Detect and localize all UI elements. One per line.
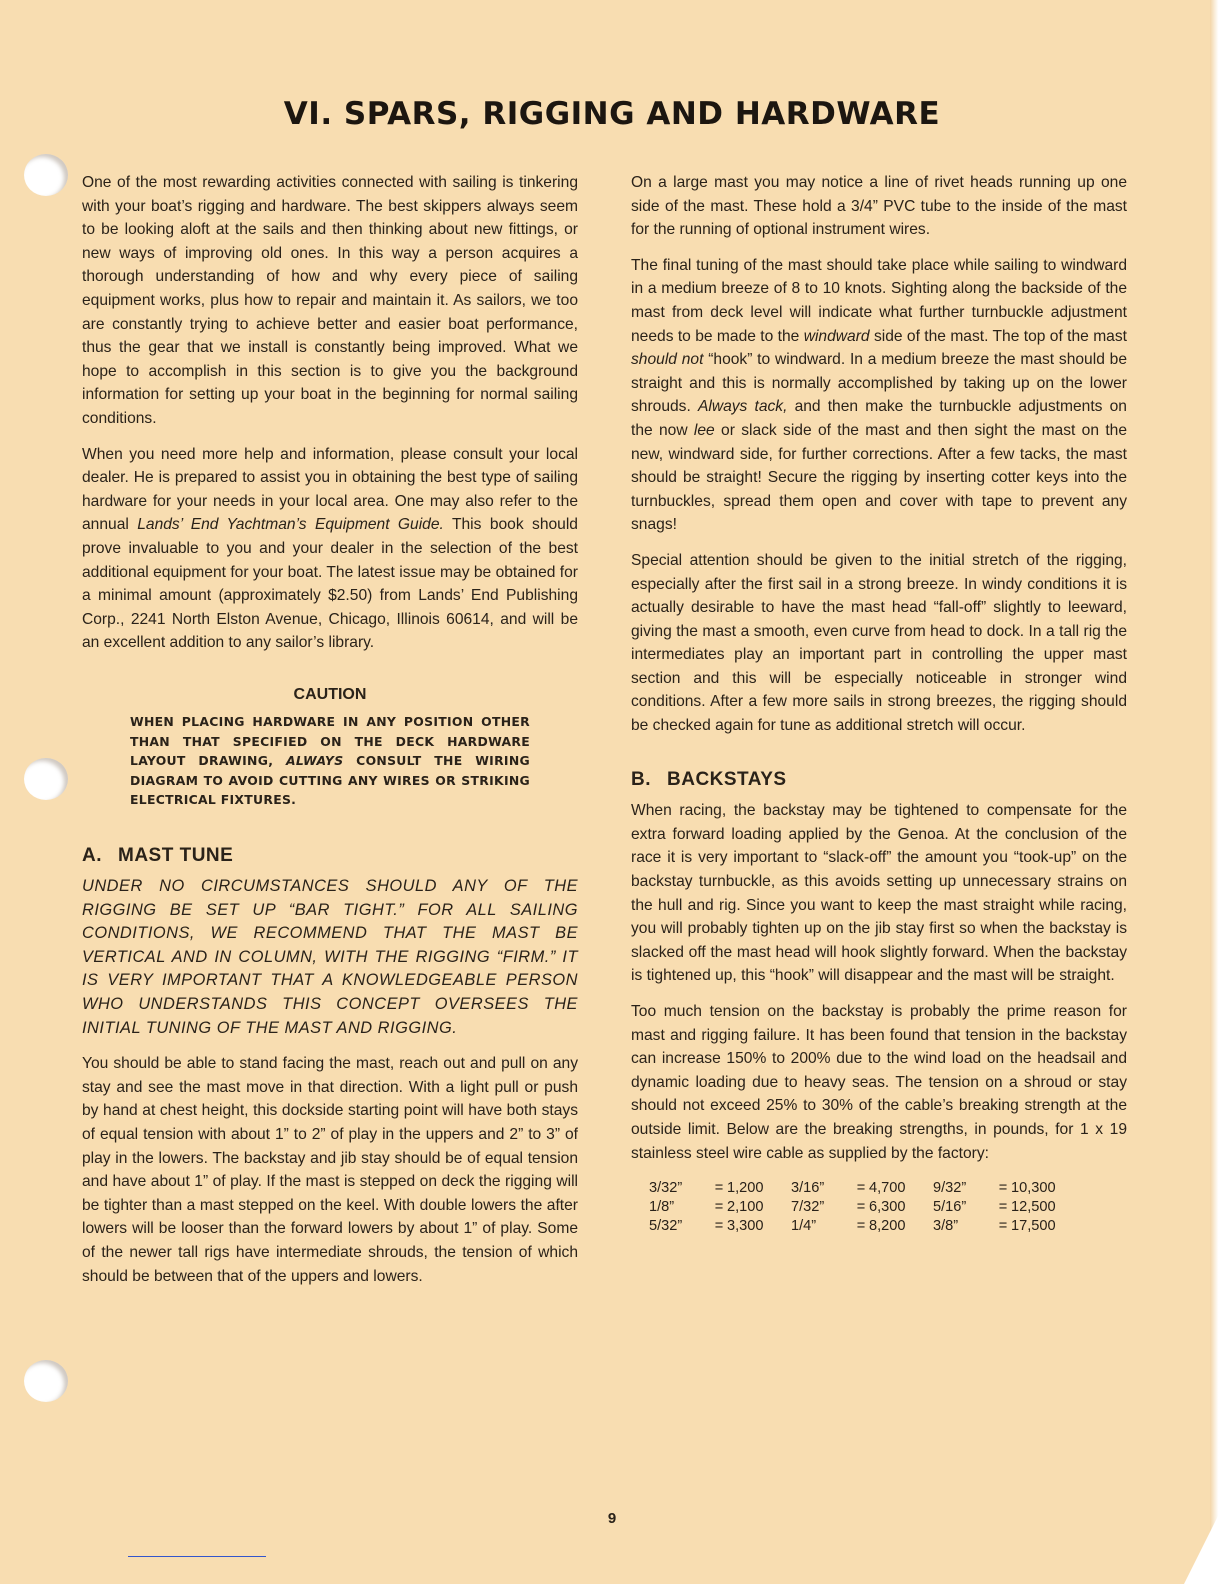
breaking-strength: 12,500 — [1011, 1199, 1056, 1216]
equals-sign: = — [714, 1199, 724, 1216]
strength-row — [649, 1179, 1075, 1198]
breaking-strength: 10,300 — [1011, 1180, 1056, 1197]
stretch-paragraph: Special attention should be given to the initial stretch of the rigging, especially after the first sail in a strong breeze. In windy conditions it is actually desirable to have the mast head “fall-off” slightly to leeward, giving the mast a smooth, even curve from head to dock. In a tall rig the intermediates play an important part in controlling the upper mast section and this will be especially noticeable in stronger wind conditions. After a few more sails in strong breezes, the rigging should be checked again for tune as additional stretch will occur. — [631, 551, 1127, 735]
breaking-strength: 6,300 — [869, 1199, 906, 1216]
strength-row — [649, 1217, 1075, 1236]
dealer-paragraph: When you need more help and information, please consult your local dealer. He is prepared to assist you in obtaining the best type of sailing hardware for your needs in your local area. One may also refer to the annual Lands’ End Yachtman’s Equipment Guide. This book should prove invaluable to you and your dealer in the selection of the best additional equipment for your boat. The latest issue may be obtained for a minimal amount (approximately $2.50) from Lands’ End Publishing Corp., 2241 North Elston Avenue, Chicago, Illinois 60614, and will be an excellent addition to any sailor’s library. — [82, 445, 578, 652]
equals-sign: = — [998, 1218, 1008, 1235]
intro-paragraph: One of the most rewarding activities connected with sailing is tinkering with your boat’s rigging and hardware. The best skippers always seem to be looking aloft at the sails and then thinking about new fittings, or new ways of improving old ones. In this way a person acquires a thorough understanding of how and why every piece of sailing equipment works, plus how to repair and maintain it. As sailors, we too are constantly trying to achieve better and easier boat performance, thus the gear that we install is constantly being improved. What we hope to accomplish in this section is to give you the background information for setting up your boat in the beginning for normal sailing conditions. — [82, 174, 578, 427]
cable-size: 5/16” — [933, 1199, 967, 1216]
footer-rule — [128, 1556, 266, 1557]
right-column — [631, 171, 1127, 1236]
section-b-heading: B. BACKSTAYS — [631, 768, 787, 790]
left-column — [82, 171, 578, 1300]
caution-heading: CAUTION — [293, 685, 367, 703]
cable-size: 9/32” — [933, 1180, 967, 1197]
breaking-strength: 2,100 — [727, 1199, 764, 1216]
equals-sign: = — [998, 1199, 1008, 1216]
rivet-paragraph: On a large mast you may notice a line of rivet heads running up one side of the mast. These hold a 3/4” PVC tube to the inside of the mast for the running of optional instrument wires. — [631, 174, 1127, 239]
strength-row — [649, 1198, 1075, 1217]
page-edge — [1210, 0, 1224, 1584]
binder-hole-middle — [24, 758, 68, 800]
guide-title: Lands’ End Yachtman’s Equipment Guide. — [137, 516, 444, 534]
racing-paragraph: When racing, the backstay may be tightened to compensate for the extra forward loading applied by the Genoa. At the conclusion of the race it is very important to “slack-off” the amount you “took-up” on the backstay turnbuckle, as this avoids setting up unnecessary strains on the hull and rig. Since you want to keep the mast straight while racing, you will probably tighten up on the jib stay first so when the backstay is slacked off the mast head will hook slightly forward. When the backstay is tightened up, this “hook” will disappear and the mast will be straight. — [631, 802, 1127, 985]
cable-size: 3/16” — [791, 1180, 825, 1197]
section-a-heading: A. MAST TUNE — [82, 844, 234, 866]
cable-size: 7/32” — [791, 1199, 825, 1216]
breaking-strength: 4,700 — [869, 1180, 906, 1197]
equals-sign: = — [714, 1180, 724, 1197]
final-tuning-paragraph: The final tuning of the mast should take place while sailing to windward in a medium breeze of 8 to 10 knots. Sighting along the backside of the mast from deck level will indicate what further turnbuckle adjustment needs to be made to the windward side of the mast. The top of the mast should not “hook” to windward. In a medium breeze the mast should be straight and this is normally accomplished by taking up on the lower shrouds. Always tack, and then make the turnbuckle adjustments on the now lee or slack side of the mast and then sight the mast on the new, windward side, for further corrections. After a few tacks, the mast should be straight! Secure the rigging by inserting cotter keys into the turnbuckles, spread them open and cover with tape to prevent any snags! — [631, 256, 1127, 534]
page-title: VI. SPARS, RIGGING AND HARDWARE — [283, 96, 941, 132]
mast-tune-paragraph: You should be able to stand facing the mast, reach out and pull on any stay and see the mast move in that direction. With a light pull or push by hand at chest height, this dockside starting point will have both stays of equal tension with about 1” to 2” of play in the uppers and 2” to 3” of play in the lowers. The backstay and jib stay should be of equal tension and have about 1” of play. If the mast is stepped on deck the rigging will be tighter than a mast stepped on the keel. With double lowers the after lowers will be looser than the forward lowers by about 1” of play. Some of the newer tall rigs have intermediate shrouds, the tension of which should be between that of the uppers and lowers. — [82, 1055, 578, 1285]
breaking-strength: 17,500 — [1011, 1218, 1056, 1235]
equals-sign: = — [856, 1199, 866, 1216]
equals-sign: = — [714, 1218, 724, 1235]
cable-size: 5/32” — [649, 1218, 683, 1235]
page-number: 9 — [607, 1510, 617, 1527]
mast-tune-warning: UNDER NO CIRCUMSTANCES SHOULD ANY OF THE RIGGING BE SET UP “BAR TIGHT.” FOR ALL SAILING CONDITIONS, WE RECOMMEND THAT THE MAST BE VERTICAL AND IN COLUMN, WITH THE RIGGING “FIRM.” IT IS VERY IMPORTANT THAT A KNOWLEDGEABLE PERSON WHO UNDERSTANDS THIS CONCEPT OVERSEES THE INITIAL TUNING OF THE MAST AND RIGGING. — [82, 877, 578, 1037]
caution-text: WHEN PLACING HARDWARE IN ANY POSITION OTHER THAN THAT SPECIFIED ON THE DECK HARDWARE LAYOUT DRAWING, ALWAYS CONSULT THE WIRING DIAGRAM TO AVOID CUTTING ANY WIRES OR STRIKING ELECTRICAL FIXTURES. — [130, 714, 530, 808]
equals-sign: = — [856, 1218, 866, 1235]
binder-hole-bottom — [24, 1360, 68, 1402]
cable-size: 1/4” — [791, 1218, 817, 1235]
cable-size: 3/32” — [649, 1180, 683, 1197]
breaking-strength: 3,300 — [727, 1218, 764, 1235]
tension-paragraph: Too much tension on the backstay is probably the prime reason for mast and rigging failure. It has been found that tension in the backstay can increase 150% to 200% due to the wind load on the headsail and dynamic loading due to heavy seas. The tension on a shroud or stay should not exceed 25% to 30% of the cable’s breaking strength at the outside limit. Below are the breaking strengths, in pounds, for 1 x 19 stainless steel wire cable as supplied by the factory: — [631, 1003, 1127, 1162]
equals-sign: = — [856, 1180, 866, 1197]
breaking-strength: 1,200 — [727, 1180, 764, 1197]
equals-sign: = — [998, 1180, 1008, 1197]
breaking-strength: 8,200 — [869, 1218, 906, 1235]
cable-size: 3/8” — [933, 1218, 959, 1235]
breaking-strength-table — [649, 1179, 1075, 1236]
binder-hole-top — [24, 154, 68, 196]
cable-size: 1/8” — [649, 1199, 675, 1216]
